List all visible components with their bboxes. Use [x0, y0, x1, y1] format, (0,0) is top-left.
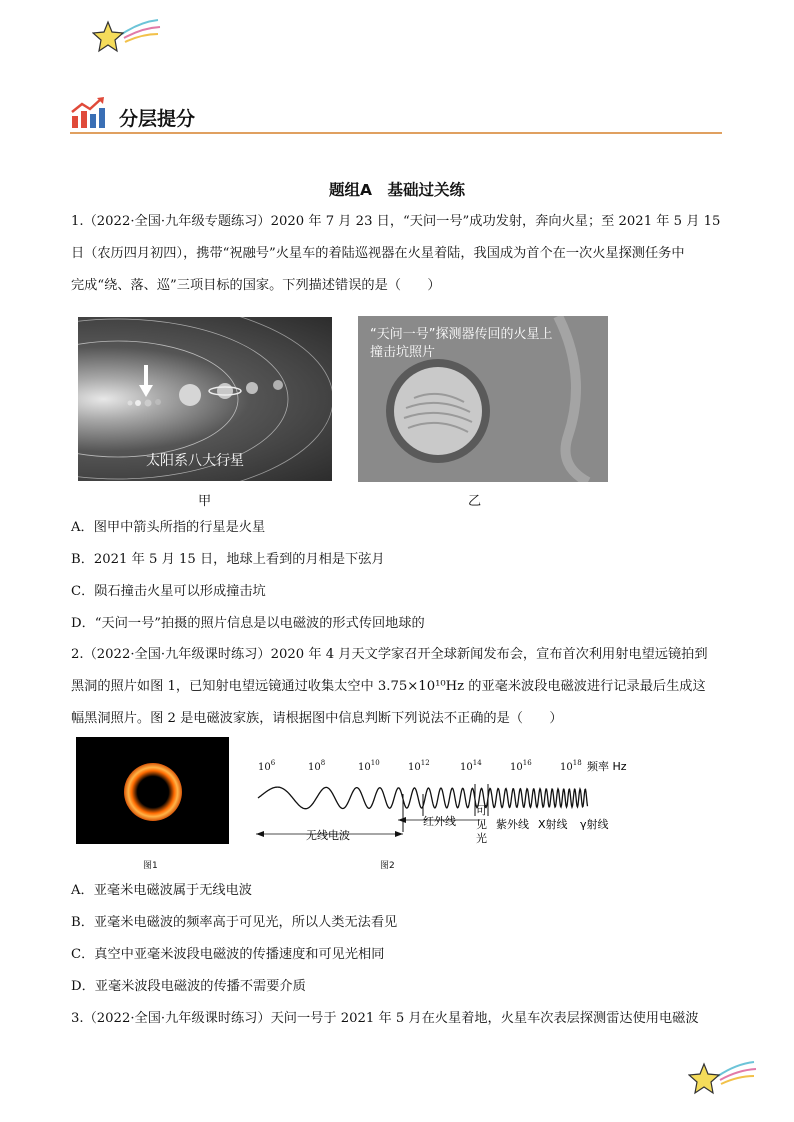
tick-12: 12: [420, 759, 430, 767]
label-visible-3: 光: [476, 832, 487, 845]
fig1-caption: 图1: [143, 861, 158, 871]
q2-line-1: 2.（2022·全国·九年级课时练习）2020 年 4 月天文学家召开全球新闻发布会，宣布首次利用射电望远镜拍到: [71, 647, 708, 662]
q1-line-1: 1.（2022·全国·九年级专题练习）2020 年 7 月 23 日，“天问一号”成功发射，奔向火星；至 2021 年 5 月 15: [71, 214, 721, 229]
label-visible-2: 见: [476, 818, 487, 831]
q2-option-a: A．亚毫米电磁波属于无线电波: [71, 883, 252, 898]
q2-option-c: C．真空中亚毫米波段电磁波的传播速度和可见光相同: [71, 947, 385, 962]
tick-6: 6: [270, 759, 276, 767]
label-xray: X射线: [538, 818, 568, 831]
q1-option-c: C．陨石撞击火星可以形成撞击坑: [71, 584, 266, 599]
crater-caption-line2: 撞击坑照片: [370, 345, 436, 360]
svg-text:1014: $10^{14}$: [460, 759, 482, 773]
caption-jia: 甲: [198, 494, 212, 509]
tick-16: 16: [522, 759, 532, 767]
star-decoration-bottom: [688, 1058, 758, 1100]
tick-18: 18: [572, 759, 582, 767]
q2-line-3: 幅黑洞照片。图 2 是电磁波家族，请根据图中信息判断下列说法不正确的是（ ）: [71, 711, 563, 726]
mars-crater-photo: [358, 316, 608, 482]
svg-text:1012: $10^{12}$: [408, 759, 430, 773]
solar-system-drawing: [78, 317, 332, 481]
q1-option-d: D．“天问一号”拍摄的照片信息是以电磁波的形式传回地球的: [71, 616, 425, 631]
solar-system-photo: [78, 317, 332, 481]
freq-label: 频率 Hz: [587, 760, 627, 773]
label-radio: 无线电波: [306, 829, 350, 842]
q1-option-a: A．图甲中箭头所指的行星是火星: [71, 520, 266, 535]
q2-option-d: D．亚毫米波段电磁波的传播不需要介质: [71, 979, 306, 994]
group-title: 题组A 基础过关练: [329, 181, 465, 199]
q1-line-3: 完成“绕、落、巡”三项目标的国家。下列描述错误的是（ ）: [71, 278, 441, 293]
label-infrared: 红外线: [423, 815, 456, 828]
tick-10: 10: [370, 759, 380, 767]
q1-option-b: B．2021 年 5 月 15 日，地球上看到的月相是下弦月: [71, 552, 385, 567]
caption-yi: 乙: [468, 494, 482, 509]
fig2-caption: 图2: [380, 861, 395, 871]
chart-growth-icon: [70, 96, 106, 130]
q2-line-2: 黑洞的照片如图 1，已知射电望远镜通过收集太空中 3.75×10¹⁰Hz 的亚毫米波段电磁波进行记录最后生成这: [71, 679, 706, 694]
label-gamma: γ射线: [580, 818, 609, 831]
tick-8: 8: [320, 759, 326, 767]
svg-text:108: $10^8$: [308, 759, 326, 773]
svg-text:1010: $10^{10}$: [358, 759, 380, 773]
q2-option-b: B．亚毫米电磁波的频率高于可见光，所以人类无法看见: [71, 915, 398, 930]
svg-text:106: $10^6$: [258, 759, 276, 773]
svg-text:1018: $10^{18}$: [560, 759, 582, 773]
q1-line-2: 日（农历四月初四），携带“祝融号”火星车的着陆巡视器在火星着陆，我国成为首个在一次火星探测任务中: [71, 246, 685, 261]
star-decoration-top: [92, 16, 162, 58]
header-divider: [70, 132, 722, 134]
label-uv: 紫外线: [496, 818, 529, 831]
black-hole-photo: [76, 737, 229, 844]
tick-14: 14: [472, 759, 482, 767]
label-visible-1: 可: [476, 804, 487, 817]
solar-system-label: 太阳系八大行星: [146, 453, 244, 469]
q3-line-1: 3.（2022·全国·九年级课时练习）天问一号于 2021 年 5 月在火星着地，火星车次表层探测雷达使用电磁波: [71, 1011, 699, 1026]
em-spectrum-diagram: [248, 754, 668, 854]
crater-caption-line1: “天问一号”探测器传回的火星上: [370, 327, 553, 342]
svg-text:1016: $10^{16}$: [510, 759, 532, 773]
section-header-title: 分层提分: [119, 108, 196, 130]
crater-drawing: [358, 316, 608, 482]
